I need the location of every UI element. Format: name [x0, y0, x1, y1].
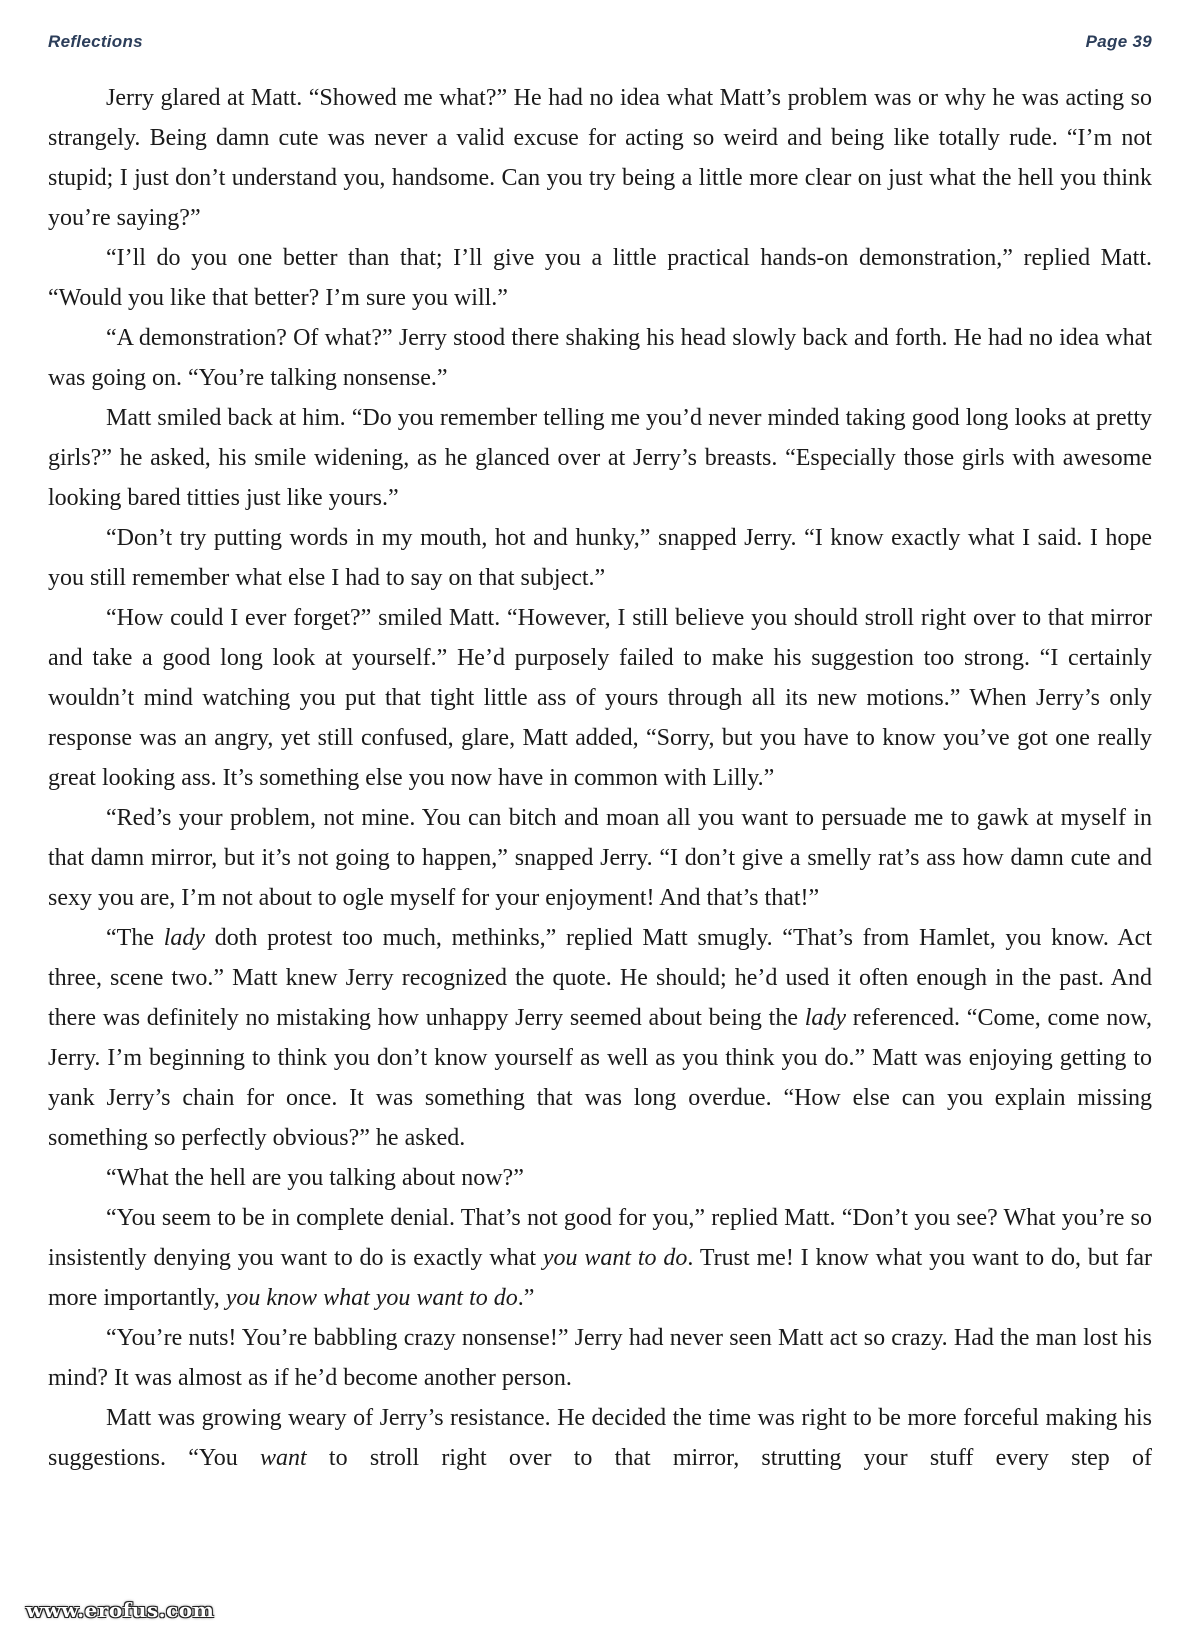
paragraph — [48, 398, 1152, 518]
text-run: “Red’s your problem, not mine. You can bitch and moan all you want to persuade me to gawk at myself in that damn mirror, but it’s not going to happen,” snapped Jerry. “I don’t give a smelly rat’s ass how damn cute and sexy you are, I’m not about to ogle myself for your enjoyment! And that’s that!” — [48, 805, 1152, 911]
text-run: Jerry glared at Matt. “Showed me what?” He had no idea what Matt’s problem was or why he was acting so strangely. Being damn cute was never a valid excuse for acting so weird and being like totally rude. “I’m not stupid; I just don’t understand you, handsome. Can you try being a little more clear on just what the hell you think you’re saying?” — [48, 85, 1152, 231]
italic-run: you want to do — [542, 1245, 688, 1271]
italic-run: lady — [804, 1005, 847, 1031]
text-run: “I’ll do you one better than that; I’ll give you a little practical hands-on demonstration,” replied Matt. “Would you like that better? I’m sure you will.” — [48, 245, 1152, 311]
text-run: “A demonstration? Of what?” Jerry stood there shaking his head slowly back and forth. He had no idea what was going on. “You’re talking nonsense.” — [48, 325, 1152, 391]
text-run: referenced. “Come, come now, Jerry. I’m beginning to think you don’t know yourself as well as you think you do.” Matt was enjoying getting to yank Jerry’s chain for once. It was something that was long overdue. “How else can you explain missing something so perfectly obvious?” he asked. — [48, 1005, 1152, 1151]
paragraph — [48, 318, 1152, 398]
paragraph — [48, 798, 1152, 918]
text-run: “The — [106, 925, 164, 951]
text-run: “You’re nuts! You’re babbling crazy nonsense!” Jerry had never seen Matt act so crazy. Had the man lost his mind? It was almost as if he’d become another person. — [48, 1325, 1152, 1391]
text-run: . Trust me! I know what you want to do, but far more importantly, — [48, 1245, 1153, 1311]
text-run: “You seem to be in complete denial. That’s not good for you,” replied Matt. “Don’t you see? What you’re so insistently denying you want to do is exactly what — [48, 1205, 1152, 1271]
text-run: to stroll right over to that mirror, strutting your stuff every step of — [306, 1445, 1152, 1471]
text-run: “What the hell are you talking about now?” — [106, 1165, 524, 1191]
paragraph — [48, 1198, 1152, 1318]
paragraph — [48, 918, 1152, 1158]
paragraph — [48, 238, 1152, 318]
paragraph — [48, 1158, 1152, 1198]
italic-run: lady — [163, 925, 206, 951]
paragraph — [48, 1398, 1152, 1478]
running-title: Reflections — [48, 32, 143, 51]
paragraph — [48, 518, 1152, 598]
text-run: .” — [517, 1285, 535, 1311]
italic-run: want — [260, 1445, 307, 1471]
page-header — [48, 30, 1152, 54]
text-run: “Don’t try putting words in my mouth, hot and hunky,” snapped Jerry. “I know exactly what I said. I hope you still remember what else I had to say on that subject.” — [48, 525, 1152, 591]
paragraph — [48, 598, 1152, 798]
italic-run: you know what you want to do — [225, 1285, 518, 1311]
text-run: Matt smiled back at him. “Do you remember telling me you’d never minded taking good long looks at pretty girls?” he asked, his smile widening, as he glanced over at Jerry’s breasts. “Especially those girls with awesome looking bared titties just like yours.” — [48, 405, 1152, 511]
text-run: Matt was growing weary of Jerry’s resistance. He decided the time was right to be more forceful making his suggestions. “You — [48, 1405, 1152, 1471]
text-run: doth protest too much, methinks,” replied Matt smugly. “That’s from Hamlet, you know. Act three, scene two.” Matt knew Jerry recognized the quote. He should; he’d used it often enough in the past. And there was definitely no mistaking how unhappy Jerry seemed about being the — [48, 925, 1152, 1031]
paragraph — [48, 78, 1152, 238]
watermark-text: www.erofus.com — [26, 1598, 215, 1622]
paragraph — [48, 1318, 1152, 1398]
text-run: “How could I ever forget?” smiled Matt. “However, I still believe you should stroll right over to that mirror and take a good long look at yourself.” He’d purposely failed to make his suggestion too strong. “I certainly wouldn’t mind watching you put that tight little ass of yours through all its new motions.” When Jerry’s only response was an angry, yet still confused, glare, Matt added, “Sorry, but you have to know you’ve got one really great looking ass. It’s something else you now have in common with Lilly.” — [48, 605, 1152, 791]
body-text — [48, 78, 1152, 1478]
page-number: Page 39 — [1085, 32, 1152, 51]
